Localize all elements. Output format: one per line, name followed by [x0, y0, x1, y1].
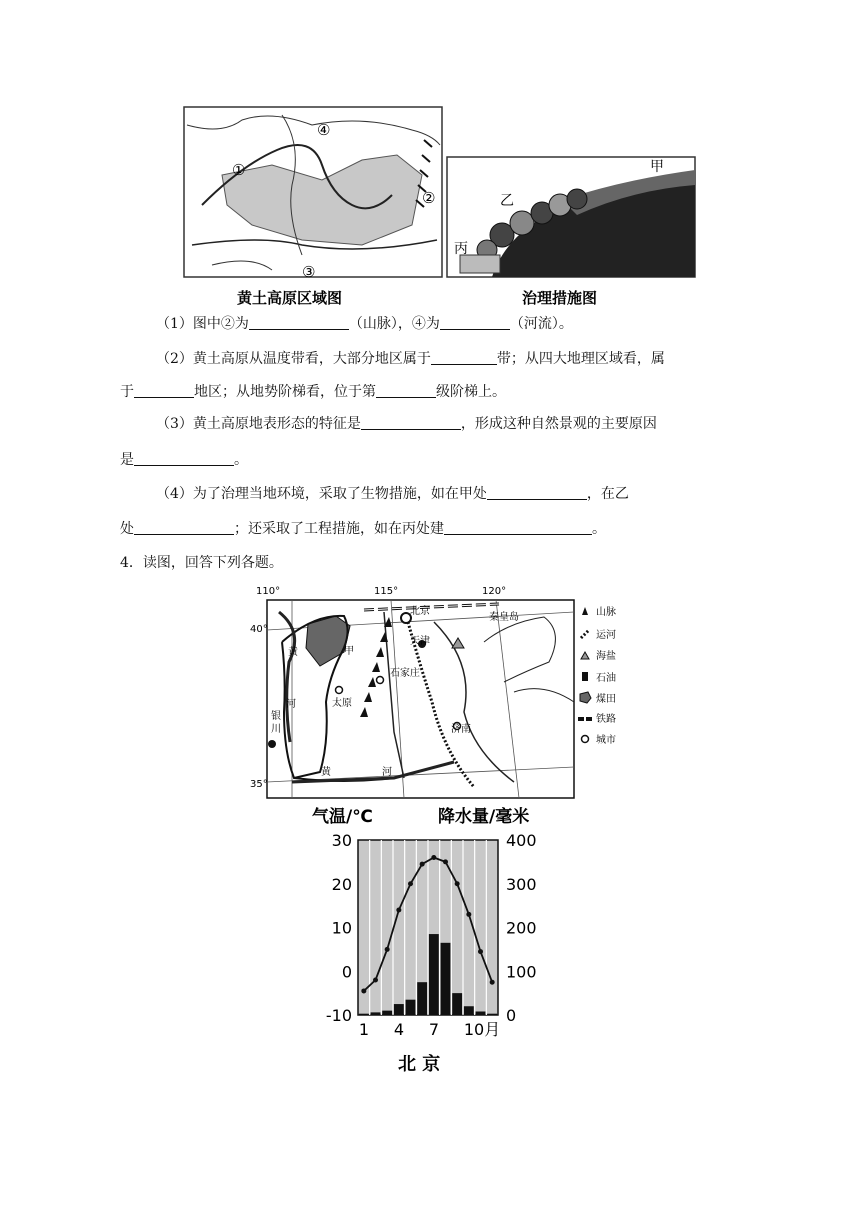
precip-bar [359, 1014, 369, 1015]
q4-blank-yi[interactable] [134, 520, 234, 535]
legend-canal-icon [581, 630, 589, 638]
marker-1: ① [232, 161, 246, 179]
precip-bar [394, 1004, 404, 1015]
caption-measures: 治理措施图 [522, 289, 598, 307]
question-4-title: 4．读图，回答下列各题。 [120, 555, 283, 571]
q1-text-c: （河流）。 [509, 316, 573, 332]
temp-tick-label: 30 [331, 831, 352, 850]
precip-tick-label: 100 [506, 962, 537, 982]
temp-point [490, 980, 495, 985]
legend-city: 城市 [596, 735, 616, 746]
city-yinchuan-dot [268, 740, 276, 748]
label-bing: 丙 [454, 241, 468, 257]
question-3-line1 [156, 414, 657, 434]
map-jia: 甲 [344, 646, 354, 657]
question-1 [156, 314, 573, 334]
city-taiyuan: 太原 [332, 698, 352, 709]
q3-blank-reason[interactable] [134, 451, 234, 466]
precip-bar [476, 1012, 486, 1016]
question-2-line2 [120, 382, 506, 402]
precip-bar [406, 1000, 416, 1015]
temp-point [396, 908, 401, 913]
legend-mountain: 山脉 [596, 607, 616, 618]
city-tianjin: 天津 [410, 636, 430, 647]
x-tick-label: 10月 [463, 1020, 501, 1039]
city-shijiazhuang-dot [377, 677, 384, 684]
q2-text-b: 带；从四大地理区域看，属 [496, 351, 665, 367]
q4-text-a: （4）为了治理当地环境，采取了生物措施，如在甲处 [156, 486, 487, 502]
q4-text-c: 处 [120, 521, 134, 537]
q1-blank-mountain[interactable] [249, 315, 349, 330]
q2-text-c: 于 [120, 384, 134, 400]
x-tick-label: 7 [428, 1020, 440, 1039]
city-jinan: 济南 [451, 724, 471, 735]
question-3-line2 [120, 450, 248, 470]
river-he-1: 河 [286, 699, 296, 710]
temp-point [478, 949, 483, 954]
legend-canal: 运河 [596, 630, 616, 641]
temp-tick-label: 10 [331, 918, 352, 938]
q1-text-a: （1）图中②为 [156, 316, 249, 332]
precip-bar [487, 1014, 497, 1015]
q3-text-c: 是 [120, 452, 134, 468]
temp-tick-label: 20 [331, 874, 352, 894]
question-4-line2 [120, 519, 606, 539]
city-yinchuan-1: 银 [271, 711, 281, 722]
precip-bar [429, 934, 439, 1015]
q1-blank-river[interactable] [440, 315, 510, 330]
precip-bar [441, 943, 451, 1015]
lat-35: 35° [250, 779, 268, 790]
legend-railway: 铁路 [596, 714, 616, 725]
legend-coal: 煤田 [596, 694, 616, 705]
legend-mountain-icon [582, 607, 588, 615]
city-beijing: 北京 [410, 606, 430, 617]
legend-coal-icon [580, 692, 591, 703]
q3-text-d: 。 [234, 452, 248, 468]
q3-blank-feature[interactable] [361, 415, 461, 430]
label-yi: 乙 [500, 193, 514, 209]
chart-title: 北 京 [398, 1054, 441, 1075]
precip-bar [464, 1006, 474, 1015]
temp-point [455, 881, 460, 886]
city-taiyuan-dot [336, 687, 343, 694]
legend-oil: 石油 [596, 673, 616, 684]
temp-tick-label: 0 [341, 962, 352, 982]
q2-blank-region[interactable] [134, 383, 194, 398]
river-he-2: 河 [382, 767, 392, 778]
temp-point [361, 988, 366, 993]
q4-blank-bing[interactable] [444, 520, 592, 535]
caption-region-map: 黄土高原区域图 [237, 289, 343, 307]
q4-text-e: 。 [592, 521, 606, 537]
dam-structure [460, 255, 500, 273]
temp-point [408, 881, 413, 886]
temp-point [373, 978, 378, 983]
lon-115: 115° [374, 586, 399, 597]
city-qinhuangdao: 秦皇岛 [489, 612, 519, 623]
q2-text-a: （2）黄土高原从温度带看，大部分地区属于 [156, 351, 431, 367]
river-huang-1: 黄 [288, 647, 298, 658]
legend-oil-icon [582, 672, 588, 681]
precip-tick-label: 200 [506, 918, 537, 938]
city-yinchuan-2: 川 [271, 724, 281, 735]
lon-110: 110° [256, 586, 281, 597]
lat-40: 40° [250, 624, 268, 635]
river-huang-2: 黄 [321, 767, 331, 778]
climate-chart-svg [300, 800, 570, 1080]
map-legend [578, 605, 616, 746]
q3-text-b: ，形成这种自然景观的主要原因 [460, 416, 657, 432]
loess-plateau-figure [182, 105, 697, 310]
precip-bar [382, 1011, 392, 1015]
precip-tick-label: 300 [506, 874, 537, 894]
legend-city-icon [582, 736, 589, 743]
temp-point [431, 855, 436, 860]
q4-text-d: ；还采取了工程措施，如在丙处建 [234, 521, 444, 537]
marker-2: ② [422, 189, 436, 207]
q4-blank-jia[interactable] [487, 485, 587, 500]
temp-point [420, 862, 425, 867]
marker-4: ④ [317, 121, 331, 139]
question-2-line1 [156, 349, 665, 369]
legend-sea-salt-icon [581, 652, 589, 659]
north-china-map-svg [244, 582, 629, 802]
chart-ylabel-right: 降水量/毫米 [438, 807, 530, 827]
temp-point [385, 947, 390, 952]
x-tick-label: 1 [358, 1020, 370, 1039]
precip-bar [371, 1012, 381, 1015]
q1-text-b: （山脉），④为 [348, 316, 440, 332]
precip-tick-label: 0 [506, 1006, 517, 1025]
precip-bar [452, 993, 462, 1015]
label-jia: 甲 [650, 159, 664, 175]
q2-blank-step[interactable] [376, 383, 436, 398]
q4-text-b: ，在乙 [586, 486, 629, 502]
chart-ylabel-left: 气温/℃ [312, 807, 373, 827]
legend-sea-salt: 海盐 [596, 651, 616, 662]
q2-text-d: 地区；从地势阶梯看，位于第 [194, 384, 376, 400]
q2-blank-temp-zone[interactable] [431, 350, 497, 365]
marker-3: ③ [302, 263, 316, 281]
lon-120: 120° [482, 586, 507, 597]
city-shijiazhuang: 石家庄 [390, 668, 420, 679]
loess-plateau-figure-svg [182, 105, 697, 310]
north-china-map [244, 582, 629, 802]
temp-point [466, 912, 471, 917]
q2-text-e: 级阶梯上。 [436, 384, 506, 400]
precip-tick-label: 400 [506, 831, 537, 850]
temp-point [443, 859, 448, 864]
temp-tick-label: -10 [325, 1006, 352, 1025]
x-tick-label: 4 [393, 1020, 405, 1039]
precip-bar [417, 982, 427, 1015]
question-4-line1 [156, 484, 629, 504]
beijing-climate-chart [300, 800, 570, 1080]
q3-text-a: （3）黄土高原地表形态的特征是 [156, 416, 361, 432]
